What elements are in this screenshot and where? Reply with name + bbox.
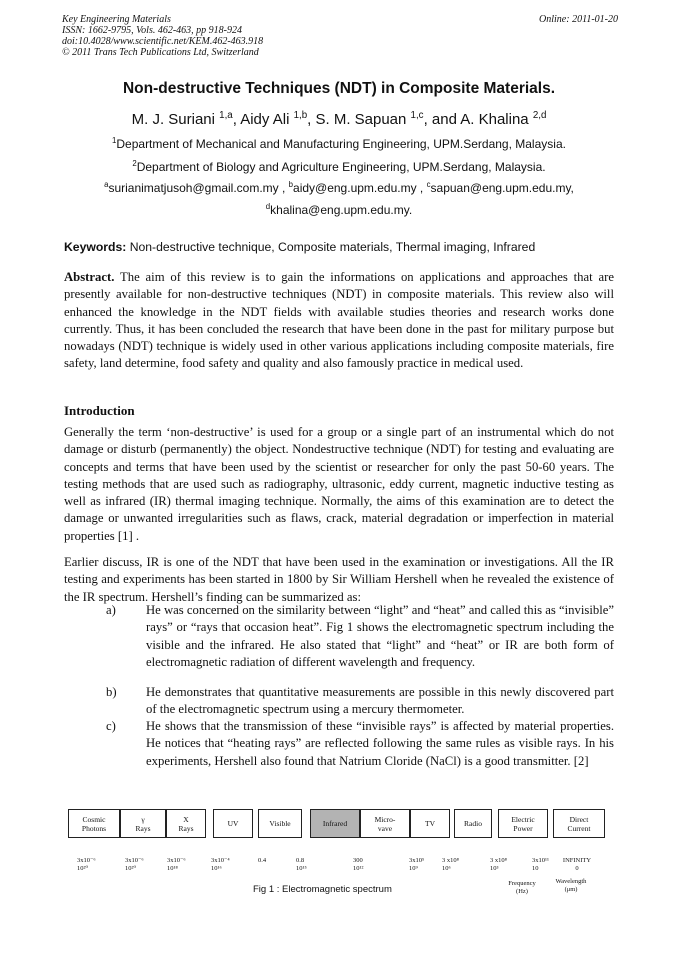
- band-electric-power: Electric Power: [498, 809, 548, 838]
- author: and A. Khalina: [431, 111, 533, 128]
- list-label: c): [106, 719, 116, 733]
- issn-line: ISSN: 1662-9795, Vols. 462-463, pp 918-924: [62, 25, 242, 36]
- abstract: [64, 269, 614, 373]
- figure-caption: Fig 1 : Electromagnetic spectrum: [253, 884, 392, 895]
- email-line-1: $^a$surianimatjusoh@gmail.com.my , $^b$aidy@eng.upm.edu.my , $^c$sapuan@eng.upm.edu.my,: [104, 180, 574, 195]
- affiliation-1: $^1$Department of Mechanical and Manufacturing Engineering, UPM.Serdang, Malaysia.: [112, 136, 566, 151]
- band-radio: Radio: [454, 809, 492, 838]
- tick-label: 0.4: [258, 857, 267, 864]
- list-text: He demonstrates that quantitative measurements are possible in this newly discovered part of the electromagnetic spectrum using a mercury thermometer.: [146, 685, 614, 717]
- tick-label: 3x10¹¹ 10: [532, 857, 549, 872]
- email-b[interactable]: aidy@eng.upm.edu.my ,: [293, 181, 427, 195]
- journal-name: Key Engineering Materials: [62, 14, 171, 25]
- band-infrared: Infrared: [310, 809, 360, 838]
- band-microwave: Micro- vave: [360, 809, 410, 838]
- author: S. M. Sapuan: [315, 111, 411, 128]
- section-heading-introduction: Introduction: [64, 403, 135, 418]
- author: M. J. Suriani: [131, 111, 220, 128]
- tick-label: 3 x10⁸ 10³: [490, 857, 507, 872]
- author-list: M. J. Suriani $^{1,a}$, Aidy Ali $^{1,b}$, S. M. Sapuan $^{1,c}$, and A. Khalina $^{2,d}$: [131, 110, 547, 128]
- wavelength-unit-label: Wavelength (μm): [555, 878, 587, 893]
- intro-paragraph-2: Earlier discuss, IR is one of the NDT that have been used in the examination or investigations. All the IR testing and experiments has been started in 1800 by Sir William Hershell when he revealed the existence of the IR spectrum. Hershell’s finding can be summarized as:: [64, 555, 614, 604]
- running-header: [62, 14, 618, 58]
- frequency-unit-label: Frequency (Hz): [508, 880, 536, 895]
- copyright-line: © 2011 Trans Tech Publications Ltd, Switzerland: [62, 47, 259, 58]
- keywords-text: Non-destructive technique, Composite materials, Thermal imaging, Infrared: [126, 240, 536, 254]
- band-tv: TV: [410, 809, 450, 838]
- tick-label: 3x10⁵ 10⁹: [409, 857, 425, 872]
- author-affil: 2,d: [532, 110, 547, 121]
- band-xray: X Rays: [166, 809, 206, 838]
- keywords-label: Keywords:: [64, 240, 127, 254]
- email-c[interactable]: sapuan@eng.upm.edu.my,: [430, 181, 574, 195]
- keywords: [64, 240, 624, 254]
- band-gamma: γ Rays: [120, 809, 166, 838]
- band-direct-current: Direct Current: [553, 809, 605, 838]
- band-cosmic: Cosmic Photons: [68, 809, 120, 838]
- list-label: b): [106, 685, 117, 699]
- tick-label: 3x10⁻⁶ 10¹⁸: [167, 857, 186, 872]
- affiliation-2: $^2$Department of Biology and Agriculture Engineering, UPM.Serdang, Malaysia.: [132, 159, 546, 174]
- tick-label: 3 x10⁸ 10⁶: [442, 857, 459, 872]
- band-visible: Visible: [258, 809, 302, 838]
- list-text: He shows that the transmission of these “invisible rays” is affected by material properties. He notices that “heating rays” are reflected following the same rules as visible rays. In his experiments, Hershell also found that Natrium Cloride (NaCl) is a good transmitter. [2]: [146, 719, 614, 768]
- author-affil: 1,a: [219, 110, 233, 121]
- abstract-text: The aim of this review is to gain the informations on applications and approaches that are presently available for non-destructive techniques (NDT) in composite materials. This review also will enhanced the knowledge in the NDT fields with available studies theories and research works done currently. Thus, it has been concluded the research that have been done in the past for military purpose but nowadays (NDT) technique is widely used in other various applications including composite materials, fire safety, land determine, food safety and quality and also famously practice in medical used.: [64, 270, 614, 371]
- email-d[interactable]: khalina@eng.upm.edu.my.: [270, 203, 413, 217]
- abstract-label: Abstract.: [64, 270, 115, 284]
- list-text: He was concerned on the similarity between “light” and “heat” and called this as “invisible” rays” or “rays that occasion heat”. Fig 1 shows the electromagnetic spectrum including the visible and the infrared. He also stated that “light” and “heat” or IR are both form of electromagnetic radiation of different wavelength and frequency.: [146, 603, 614, 669]
- tick-label: 0.8 10¹⁵: [296, 857, 307, 872]
- tick-label: 3x10⁻⁶ 10²⁰: [125, 857, 144, 872]
- doi-line: doi:10.4028/www.scientific.net/KEM.462-463.918: [62, 36, 264, 47]
- intro-paragraph-1: Generally the term ‘non-destructive’ is used for a group or a single part of an instrumental which do not damage or disturb (permanently) the object. Nondestructive technique (NDT) for testing and evaluating are concepts and terms that have been used by the scientist or researcher for only the past 50-60 years. The testing methods that are used such as radiography, ultrasonic, eddy current, magnetic inductive testing as well as infrared (IR) thermal imaging technique. Normally, the aims of this examination are to detect the damage or unwanted irregularities such as flaws, crack, material degradation or imperfection in material properties [1] .: [64, 425, 614, 543]
- author: Aidy Ali: [240, 111, 294, 128]
- list-label: a): [106, 603, 116, 617]
- email-a[interactable]: surianimatjusoh@gmail.com.my ,: [108, 181, 289, 195]
- tick-label: INFINITY 0: [562, 857, 592, 872]
- paper-title: Non-destructive Techniques (NDT) in Composite Materials.: [122, 80, 556, 97]
- email-line-2: $^d$khalina@eng.upm.edu.my.: [265, 202, 413, 217]
- tick-label: 3x10⁻⁴ 10¹⁶: [211, 857, 230, 872]
- tick-label: 3x10⁻⁶ 10²⁰: [77, 857, 96, 872]
- online-date: Online: 2011-01-20: [539, 14, 618, 25]
- band-uv: UV: [213, 809, 253, 838]
- author-affil: 1,c: [410, 110, 424, 121]
- author-affil: 1,b: [293, 110, 308, 121]
- tick-label: 300 10¹²: [353, 857, 364, 872]
